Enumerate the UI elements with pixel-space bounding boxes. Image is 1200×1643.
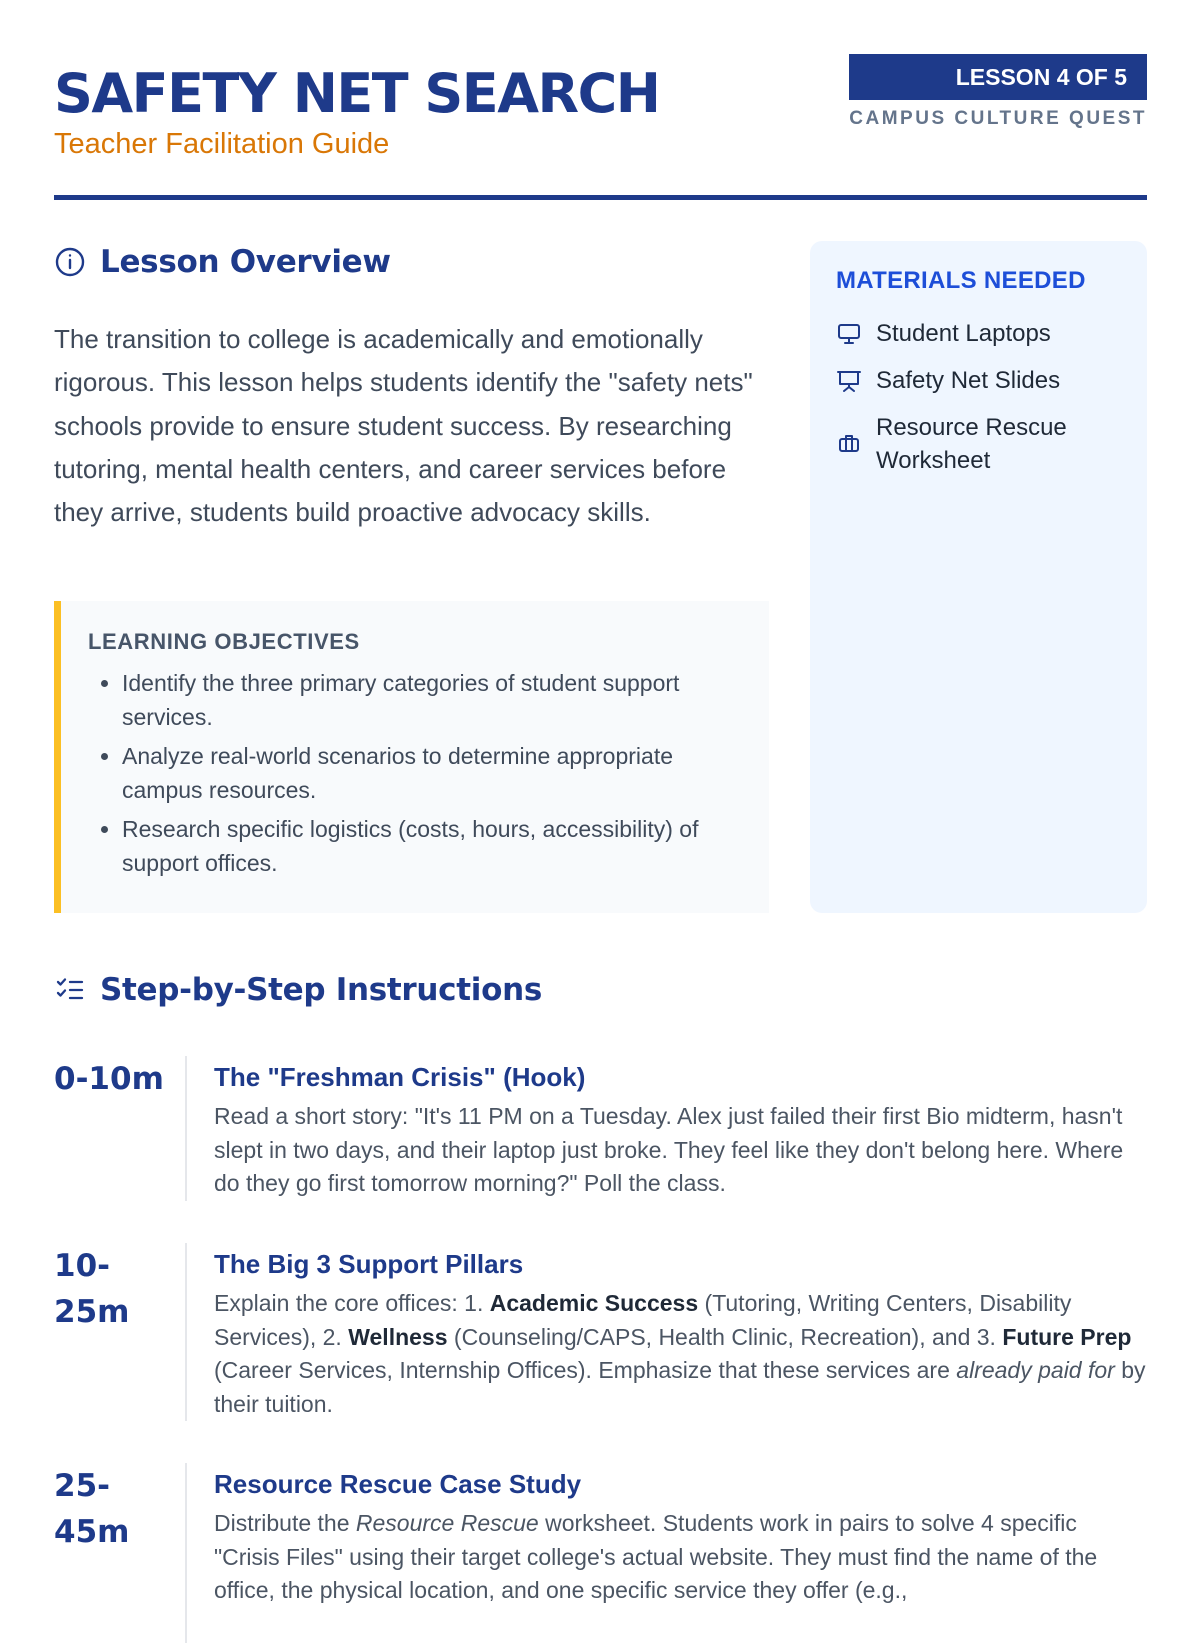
briefcase-icon <box>836 431 862 457</box>
page-title: SAFETY NET SEARCH <box>54 62 660 125</box>
step-body <box>185 1463 1147 1643</box>
step-description: Read a short story: "It's 11 PM on a Tuesday. Alex just failed their first Bio midterm, hasn't slept in two days, and their laptop just broke. They feel like they don't belong here. Where do they go first tomorrow morning?" Poll the class. <box>214 1103 1124 1196</box>
material-label: Safety Net Slides <box>876 367 1061 394</box>
page-subtitle: Teacher Facilitation Guide <box>54 128 390 160</box>
step-description: Distribute the Resource Rescue worksheet. Students work in pairs to solve 4 specific "Crisis Files" using their target college's actual website. They must find the name of the office, the physical location, and one specific service they offer (e.g., <box>214 1510 1098 1603</box>
series-label: CAMPUS CULTURE QUEST <box>849 108 1147 129</box>
step-title: The "Freshman Crisis" (Hook) <box>214 1062 586 1092</box>
material-label: Student Laptops <box>876 320 1051 347</box>
objectives-title: LEARNING OBJECTIVES <box>88 629 360 654</box>
objective-item: • Identify the three primary categories of student support services. <box>122 667 749 734</box>
info-icon <box>54 246 86 278</box>
step-time: 10-25m <box>54 1248 130 1330</box>
objective-item: • Analyze real-world scenarios to determine appropriate campus resources. <box>122 740 749 807</box>
overview-title: Lesson Overview <box>100 244 391 280</box>
steps-heading <box>54 972 542 1008</box>
checklist-icon <box>54 974 86 1006</box>
step-title: The Big 3 Support Pillars <box>214 1249 524 1279</box>
page <box>54 0 1147 1603</box>
step-time: 0-10m <box>54 1061 164 1097</box>
materials-title: MATERIALS NEEDED <box>836 267 1086 294</box>
material-label: Resource Rescue Worksheet <box>876 414 1067 474</box>
step-title: Resource Rescue Case Study <box>214 1469 582 1499</box>
materials-panel <box>810 241 1147 913</box>
step-body <box>185 1056 1147 1201</box>
presentation-icon <box>836 368 862 394</box>
objective-item: • Research specific logistics (costs, hours, accessibility) of support offices. <box>122 813 749 880</box>
header <box>54 54 1147 200</box>
material-item <box>836 364 1121 397</box>
steps-title: Step-by-Step Instructions <box>100 972 543 1008</box>
step-description: Explain the core offices: 1. Academic Success (Tutoring, Writing Centers, Disability Services), 2. Wellness (Counseling/CAPS, Health Clinic, Recreation), and 3. Future Prep (Career Services, Internship Offices). Emphasize that these services are already paid for by their tuition. <box>214 1290 1146 1417</box>
lesson-badge: LESSON 4 OF 5 <box>849 54 1147 100</box>
laptop-icon <box>836 321 862 347</box>
material-item <box>836 317 1121 350</box>
learning-objectives <box>54 601 769 913</box>
overview-heading <box>54 244 391 280</box>
objectives-list <box>88 667 749 880</box>
material-item <box>836 411 1121 477</box>
step-body <box>185 1243 1147 1421</box>
overview-text: The transition to college is academically and emotionally rigorous. This lesson helps students identify the "safety nets" schools provide to ensure student success. By researching tutoring, mental health centers, and career services before they arrive, students build proactive advocacy skills. <box>54 324 753 528</box>
step-time: 25-45m <box>54 1468 130 1550</box>
